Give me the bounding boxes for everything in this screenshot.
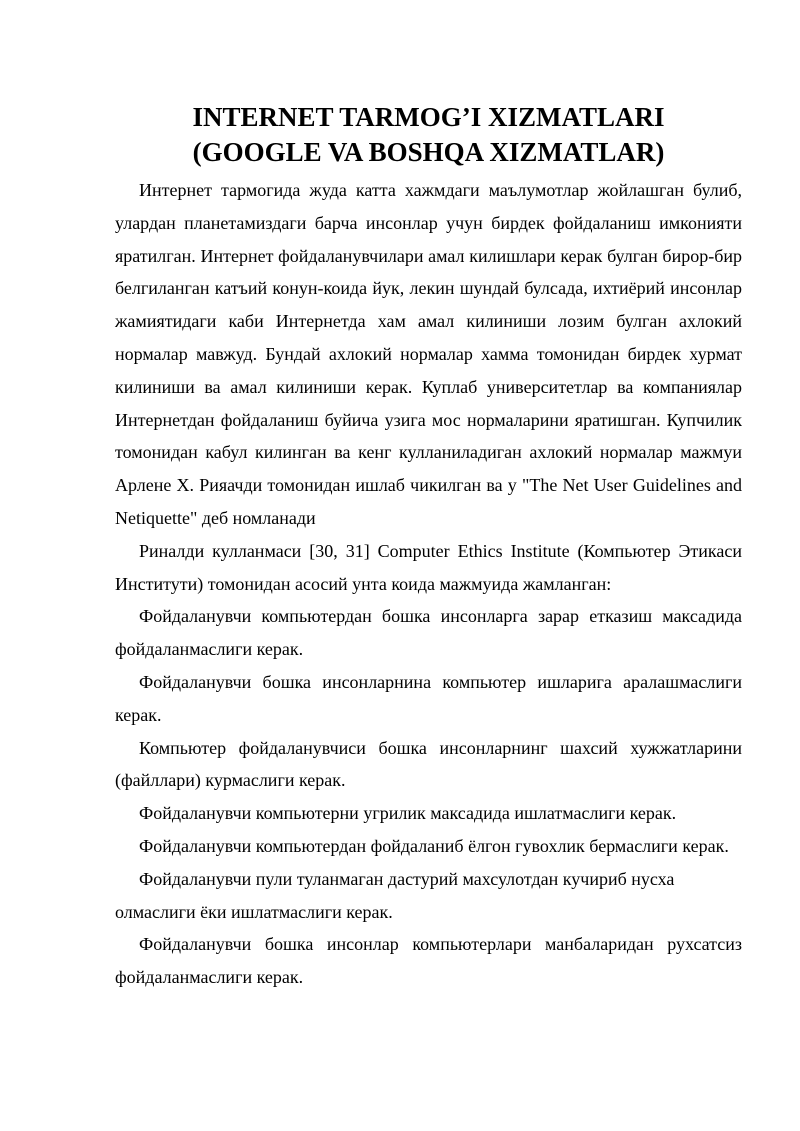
rule-paragraph-6: Фойдаланувчи пули туланмаган дастурий махсулотдан кучириб нусха олмаслиги ёки ишлатмаслиги керак. bbox=[115, 868, 675, 922]
rule-paragraph-7: Фойдаланувчи бошка инсонлар компьютерлари манбаларидан рухсатсиз фойдаланмаслиги керак. bbox=[115, 934, 742, 988]
rule-paragraph-4: Фойдаланувчи компьютерни угрилик максадида ишлатмаслиги керак. bbox=[139, 803, 677, 824]
guidelines-paragraph: Риналди кулланмаси [30, 31] Computer Ethics Institute (Компьютер Этикаси Институти) томонидан асосий унта коида мажмуида жамланган: bbox=[115, 540, 742, 594]
rule-paragraph-3: Компьютер фойдаланувчиси бошка инсонларнинг шахсий хужжатларини (файллари) курмаслиги керак. bbox=[115, 737, 742, 791]
title-line-1: INTERNET TARMOG’I XIZMATLARI bbox=[192, 102, 665, 132]
rule-paragraph-5: Фойдаланувчи компьютердан фойдаланиб ёлгон гувохлик бермаслиги керак. bbox=[139, 835, 729, 856]
title-line-2: (GOOGLE VA BOSHQA XIZMATLAR) bbox=[192, 137, 665, 167]
rule-paragraph-1: Фойдаланувчи компьютердан бошка инсонларга зарар етказиш максадида фойдаланмаслиги керак. bbox=[115, 606, 742, 660]
intro-paragraph: Интернет тармогида жуда катта хажмдаги маълумотлар жойлашган булиб, улардан планетамиздаги барча инсонлар учун бирдек фойдаланиш имконияти яратилган. Интернет фойдаланувчилари амал килишлари керак булган бирор-бир белгиланган катъий конун-коида йук, лекин шундай булсада, ихтиёрий инсонлар жамиятидаги каби Интернетда хам амал килиниши лозим булган ахлокий нормалар мавжуд. Бундай ахлокий нормалар хамма томонидан бирдек хурмат килиниши ва амал килиниши керак. Куплаб университетлар ва компаниялар Интернетдан фойдаланиш буйича узига мос нормаларини яратишган. Купчилик томонидан кабул килинган ва кенг кулланиладиган ахлокий нормалар мажмуи Арлене Х. Рияачди томонидан ишлаб чикилган ва у "The Net User Guidelines and Netiquette" деб номланади bbox=[115, 180, 742, 528]
rule-paragraph-2: Фойдаланувчи бошка инсонларнина компьютер ишларига аралашмаслиги керак. bbox=[115, 671, 742, 725]
document-title bbox=[115, 100, 742, 170]
document-page bbox=[115, 100, 742, 994]
